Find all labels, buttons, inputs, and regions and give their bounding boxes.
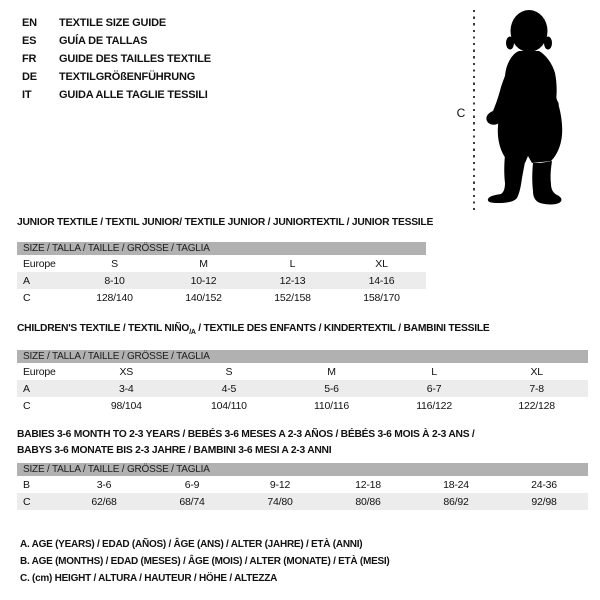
table-cell: 12-13 xyxy=(279,274,306,287)
table-cell: 152/158 xyxy=(274,291,311,304)
language-row xyxy=(22,86,211,104)
table-cell: 140/152 xyxy=(185,291,222,304)
table-cell: 116/122 xyxy=(416,399,452,412)
language-code: FR xyxy=(22,53,37,65)
size-table xyxy=(17,242,426,306)
table-cell: XS xyxy=(119,365,134,378)
language-row xyxy=(22,68,211,86)
table-cell: 12-18 xyxy=(355,478,381,491)
section-title-line: BABYS 3-6 MONATE BIS 2-3 JAHRE / BAMBINI 3-6 MESI A 2-3 ANNI xyxy=(17,445,332,456)
table-cell: 3-4 xyxy=(119,382,134,395)
table-cell: 18-24 xyxy=(443,478,469,491)
row-label: Europe xyxy=(23,257,56,270)
language-list xyxy=(22,14,211,104)
table-cell: 128/140 xyxy=(96,291,133,304)
language-row xyxy=(22,32,211,50)
footnotes xyxy=(20,536,390,588)
table-row xyxy=(17,476,588,493)
children-textile-section xyxy=(17,322,588,414)
table-row xyxy=(17,272,426,289)
language-title: GUIDA ALLE TAGLIE TESSILI xyxy=(59,89,208,101)
babies-textile-section xyxy=(17,427,588,510)
table-cell: M xyxy=(327,365,336,378)
section-title: CHILDREN'S TEXTILE / TEXTIL $NIÑO_{/A}$ / TEXTILE DES ENFANTS / KINDERTEXTIL / BAMBINI TESSILE xyxy=(17,323,490,337)
table-cell: 24-36 xyxy=(531,478,557,491)
table-cell: S xyxy=(225,365,233,378)
table-cell: 10-12 xyxy=(190,274,217,287)
section-title xyxy=(17,427,588,459)
title-subscript: /A xyxy=(189,329,196,337)
table-cell: 122/128 xyxy=(518,399,555,412)
table-cell: 6-9 xyxy=(184,478,200,491)
footnote: C. (cm) HEIGHT / ALTURA / HAUTEUR / HÖHE / ALTEZZA xyxy=(20,573,278,585)
row-label: C xyxy=(23,291,31,304)
size-header-band: SIZE / TALLA / TAILLE / GRÖSSE / TAGLIA xyxy=(17,242,426,255)
footnote: A. AGE (YEARS) / EDAD (AÑOS) / ÂGE (ANS) / ALTER (JAHRE) / ETÀ (ANNI) xyxy=(20,539,363,550)
size-table xyxy=(17,463,588,510)
table-cell: 7-8 xyxy=(529,382,544,395)
table-cell: 68/74 xyxy=(179,495,205,508)
row-label: A xyxy=(23,382,30,395)
table-row xyxy=(17,289,426,306)
toddler-silhouette-icon xyxy=(480,5,600,215)
language-code: DE xyxy=(22,71,37,83)
language-title: TEXTILE SIZE GUIDE xyxy=(59,17,167,29)
table-cell: 4-5 xyxy=(221,382,237,395)
table-cell: 62/68 xyxy=(91,495,117,508)
language-code: ES xyxy=(22,35,37,47)
height-dotted-line xyxy=(473,10,475,212)
language-row xyxy=(22,14,211,32)
table-cell: 6-7 xyxy=(426,382,442,395)
table-cell: 8-10 xyxy=(104,274,125,287)
table-row xyxy=(17,380,588,397)
table-cell: L xyxy=(431,365,437,378)
table-cell: 158/170 xyxy=(363,291,400,304)
junior-textile-section xyxy=(17,216,434,306)
table-cell: 74/80 xyxy=(267,495,293,508)
section-title xyxy=(17,216,434,229)
table-cell: 104/110 xyxy=(211,399,247,412)
table-cell: M xyxy=(199,257,208,270)
table-cell: 5-6 xyxy=(324,382,339,395)
row-label: A xyxy=(23,274,30,287)
table-row xyxy=(17,397,588,414)
table-cell: 98/104 xyxy=(110,399,142,412)
row-label: C xyxy=(23,495,31,508)
table-cell: 9-12 xyxy=(269,478,291,491)
table-cell: 14-16 xyxy=(368,274,395,287)
size-table xyxy=(17,350,588,414)
language-row xyxy=(22,50,211,68)
language-title: TEXTILGRÖßENFÜHRUNG xyxy=(59,71,196,83)
row-label: B xyxy=(23,478,30,491)
row-label: Europe xyxy=(23,365,56,378)
table-cell: 92/98 xyxy=(531,495,557,508)
table-cell: 3-6 xyxy=(96,478,112,491)
table-cell: 110/116 xyxy=(313,399,349,412)
row-label: C xyxy=(23,399,31,412)
footnote: B. AGE (MONTHS) / EDAD (MESES) / ÂGE (MOIS) / ALTER (MONATE) / ETÀ (MESI) xyxy=(20,556,390,568)
table-row xyxy=(17,493,588,510)
table-row xyxy=(17,363,588,380)
size-header-band: SIZE / TALLA / TAILLE / GRÖSSE / TAGLIA xyxy=(17,350,588,363)
language-code: EN xyxy=(22,17,37,29)
language-title: GUIDE DES TAILLES TEXTILE xyxy=(59,53,211,65)
language-title: GUÍA DE TALLAS xyxy=(59,35,148,47)
section-title-line: BABIES 3-6 MONTH TO 2-3 YEARS / BEBÉS 3-6 MESES A 2-3 AÑOS / BÉBÉS 3-6 MOIS À 2-3 ANS / xyxy=(17,429,475,440)
table-cell: 80/86 xyxy=(355,495,381,508)
table-cell: 86/92 xyxy=(443,495,469,508)
table-cell: XL xyxy=(375,257,388,270)
table-cell: S xyxy=(111,257,118,270)
language-code: IT xyxy=(22,89,32,101)
table-row xyxy=(17,255,426,272)
section-title-line: JUNIOR TEXTILE / TEXTIL JUNIOR/ TEXTILE JUNIOR / JUNIORTEXTIL / JUNIOR TESSILE xyxy=(17,217,434,228)
height-measure-label: C xyxy=(456,106,466,120)
table-cell: L xyxy=(289,257,296,270)
size-header-band: SIZE / TALLA / TAILLE / GRÖSSE / TAGLIA xyxy=(17,463,588,476)
table-cell: XL xyxy=(530,365,543,378)
